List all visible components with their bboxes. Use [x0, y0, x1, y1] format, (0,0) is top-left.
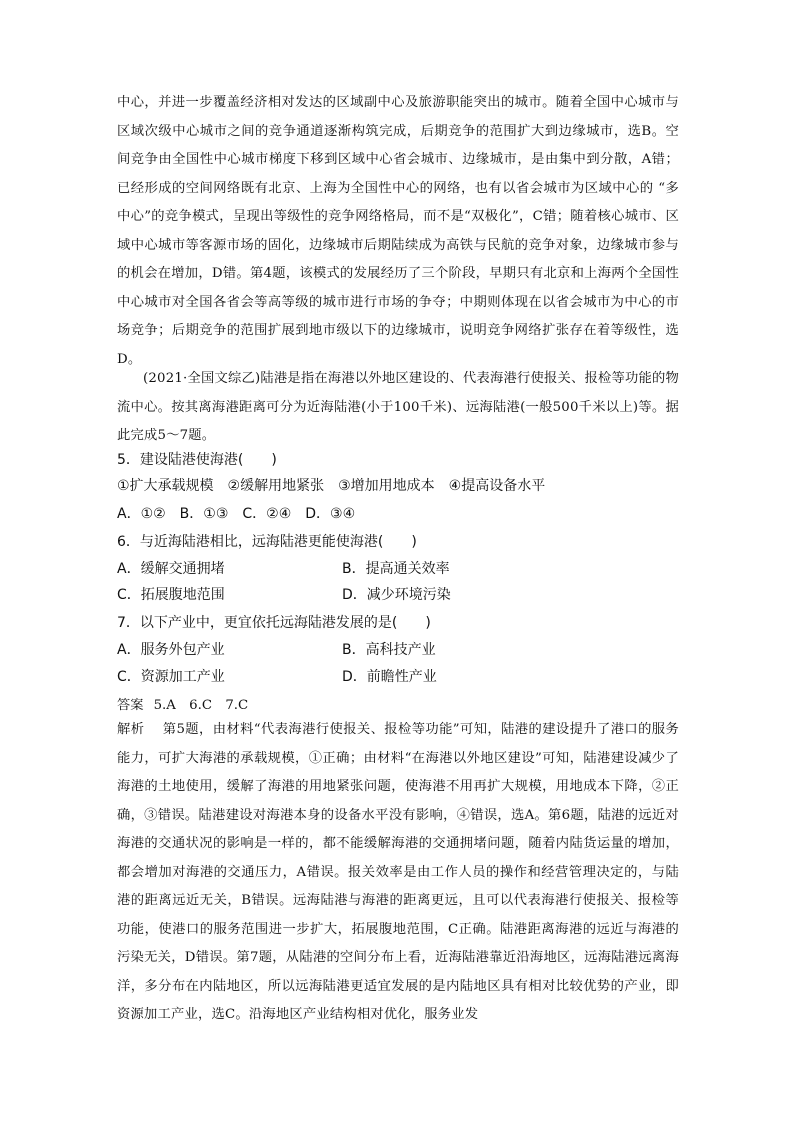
option-b: B．高科技产业: [342, 642, 436, 658]
answer-label: 答案: [117, 698, 144, 713]
question-6-stem: 6．与近海陆港相比，远海陆港更能使海港( ): [117, 534, 417, 550]
question-5-stem: 5．建设陆港使海港( ): [117, 452, 277, 468]
material-paragraph: (2021·全国文综乙)陆港是指在海港以外地区建设的、代表海港行使报关、报检等功能的物流中心。按其离海港距离可分为近海陆港(小于100千米)、远海陆港(一般500千米以上)等。据此完成5～7题。: [117, 371, 679, 443]
answer-line: [117, 694, 248, 713]
material-block: [117, 365, 679, 451]
question-7-options-row-1: [117, 637, 679, 663]
option-c: C．拓展腹地范围: [117, 587, 225, 603]
question-6-options-row-2: [117, 582, 679, 608]
analysis-block: [117, 716, 679, 1030]
explanation-paragraph: 中心，并进一步覆盖经济相对发达的区域副中心及旅游职能突出的城市。随着全国中心城市与区域次级中心城市之间的竞争通道逐渐构筑完成，后期竞争的范围扩大到边缘城市，选B。空间竞争由全国性中心城市梯度下移到区域中心省会城市、边缘城市，是由集中到分散，A错；已经形成的空间网络既有北京、上海为全国性中心的网络，也有以省会城市为区域中心的 “多中心”的竞争模式，呈现出等级性的竞争网络格局，而不是“双极化”，C错；随着核心城市、区域中心城市等客源市场的固化，边缘城市后期陆续成为高铁与民航的竞争对象，边缘城市参与的机会在增加，D错。第4题，该模式的发展经历了三个阶段，早期只有北京和上海两个全国性中心城市对全国各省会等高等级的城市进行市场的争夺；中期则体现在以省会城市为中心的市场竞争；后期竞争的范围扩展到地市级以下的边缘城市，说明竞争网络扩张存在着等级性，选D。: [117, 95, 679, 367]
question-7-options-row-2: [117, 664, 679, 690]
option-a: A．服务外包产业: [117, 642, 225, 658]
question-7-stem: 7．以下产业中，更宜依托远海陆港发展的是( ): [117, 615, 431, 631]
question-5-options: A．①② B．①③ C．②④ D．③④: [117, 506, 356, 522]
question-6-options-row-1: [117, 556, 679, 582]
analysis-paragraph: [117, 716, 679, 1030]
answer-value: 5.A 6.C 7.C: [153, 698, 249, 713]
analysis-text: 第5题，由材料“代表海港行使报关、报检等功能”可知，陆港的建设提升了港口的服务能力，可扩大海港的承载规模，①正确；由材料“在海港以外地区建设”可知，陆港建设减少了海港的土地使用，缓解了海港的用地紧张问题，使海港不用再扩大规模，用地成本下降，②正确，③错误。陆港建设对海港本身的设备水平没有影响，④错误，选A。第6题，陆港的远近对海港的交通状况的影响是一样的，都不能缓解海港的交通拥堵问题，随着内陆货运量的增加，都会增加对海港的交通压力，A错误。报关效率是由工作人员的操作和经营管理决定的，与陆港的距离远近无关，B错误。远海陆港与海港的距离更远，且可以代表海港行使报关、报检等功能，使港口的服务范围进一步扩大，拓展腹地范围，C正确。陆港距离海港的远近与海港的污染无关，D错误。第7题，从陆港的空间分布上看，近海陆港靠近沿海地区，远海陆港远离海洋，多分布在内陆地区，所以远海陆港更适宜发展的是内陆地区具有相对比较优势的产业，即资源加工产业，选C。沿海地区产业结构相对优化，服务业发: [117, 722, 679, 1022]
option-d: D．前瞻性产业: [342, 669, 437, 685]
option-a: A．缓解交通拥堵: [117, 561, 225, 577]
previous-explanation: [117, 89, 679, 374]
option-b: B．提高通关效率: [342, 561, 450, 577]
question-5-items: ①扩大承载规模 ②缓解用地紧张 ③增加用地成本 ④提高设备水平: [117, 478, 546, 494]
option-c: C．资源加工产业: [117, 669, 225, 685]
analysis-label: 解析: [117, 722, 145, 737]
option-d: D．减少环境污染: [342, 587, 451, 603]
